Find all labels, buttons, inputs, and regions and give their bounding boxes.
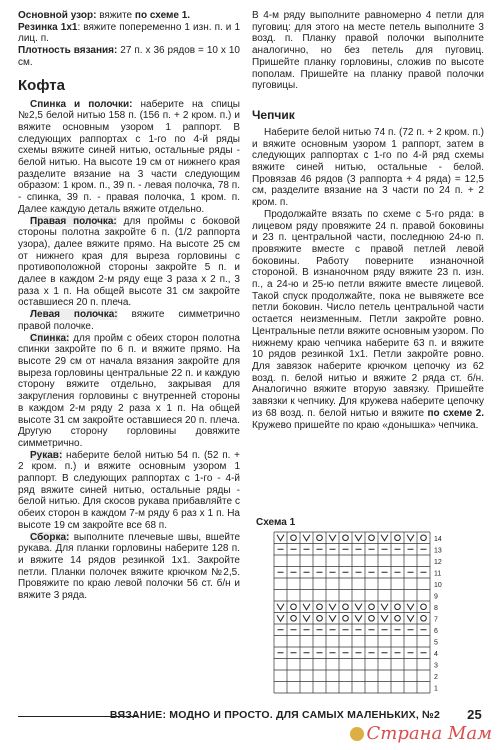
scheme-1-chart: [272, 530, 450, 700]
left-front-paragraph: Левая полочка: вяжите симметрично правой полочке.: [18, 309, 240, 332]
yarn-over-symbol: [395, 615, 401, 621]
yarn-over-symbol: [317, 604, 323, 610]
chart-grid: [274, 532, 430, 693]
back-paragraph: Спинка: для пройм с обеих сторон полотна спинки закройте по 6 п. и вяжите прямо. На высоте 29 см от начала вязания закройте для выреза горловины центральные 22 п. и каждую сторону вяжите отдельно, закрывая для закругления горловины с внутренней стороны в каждом 2-м ряду 2 раза х 1 п. На общей высоте 31 см закройте оставшиеся 20 п. плеча. Другую сторону горловины довяжите симметрично.: [18, 332, 240, 449]
yarn-over-symbol: [291, 604, 297, 610]
yarn-over-symbol: [343, 535, 349, 541]
yarn-over-symbol: [291, 615, 297, 621]
jacket-continuation-paragraph: В 4-м ряду выполните равномерно 4 петли для пуговиц: для этого на месте петель выполните 3 возд. п. Планку правой полочки выполните аналогично, но без петель для пуговиц. Пришейте планку горловины, сложив по высоте пополам. Пришейте на планку правой полочки пуговицы.: [252, 10, 484, 92]
decrease-symbol: [381, 615, 388, 621]
bonnet-paragraph-1: Наберите белой нитью 74 п. (72 п. + 2 кром. п.) и вяжите основным узором 1 раппорт, затем в следующих раппортах с 1-го по 4-й ряд схемы вяжите синей нитью, остальные - белой. Провязав 46 рядов (3 раппорта + 4 ряда) = 12,5 см, разделите вязание на 3 части по 24 п. + 2 кром. п.: [252, 126, 484, 209]
decrease-symbol: [381, 604, 388, 610]
yarn-over-symbol: [291, 535, 297, 541]
row-number: 13: [434, 547, 442, 555]
left-column: [18, 10, 240, 602]
sleeve-paragraph: Рукав: наберите белой нитью 54 п. (52 п. + 2 кром. п.) и вяжите основным узором 1 раппорт. В следующих раппортах с 1-го - 4-й ряд вяжите синей нитью, остальные ряды - белой нитью. Для скосов рукава прибавляйте с обеих сторон в каждом 7-м ряду 6 раз х 1 п. На высоте 19 см закройте все 68 п.: [18, 449, 240, 531]
row-number: 12: [434, 558, 442, 566]
section-title-jacket: Кофта: [18, 76, 65, 94]
decrease-symbol: [329, 615, 336, 621]
ribbing-spec: Резинка 1x1: вяжите попеременно 1 изн. п. и 1 лиц. п.: [18, 21, 241, 45]
row-number: 2: [434, 673, 438, 681]
left-front-label: Левая полочка:: [30, 309, 118, 321]
chart-row-numbers: [434, 536, 442, 693]
row-number: 8: [434, 604, 438, 612]
decrease-symbol: [303, 604, 310, 610]
decrease-symbol: [355, 535, 362, 541]
row-number: 4: [434, 650, 438, 658]
section-title-bonnet: Чепчик: [252, 107, 295, 122]
row-number: 5: [434, 639, 438, 647]
row-number: 7: [434, 616, 438, 624]
decrease-symbol: [329, 535, 336, 541]
row-number: 1: [434, 685, 438, 693]
yarn-over-symbol: [395, 604, 401, 610]
magazine-title: ВЯЗАНИЕ: МОДНО И ПРОСТО. ДЛЯ САМЫХ МАЛЕНЬКИХ, №2: [109, 709, 440, 721]
watermark-icon: [350, 727, 364, 741]
bonnet-paragraph-2: Продолжайте вязать по схеме с 5-го ряда: в лицевом ряду провяжите 24 п. правой боковины и 23 п. центральной части, последнюю 24-ю п. провяжите вместе с правой петлей левой боковины. Работу поверните изнаночной стороной. В изнаночном ряду вяжите 23 п. изн. п., а 24-ю и 25-ю петли вяжите вместе лицевой. Такой спуск продолжайте, пока не вывяжете все петли боковин. Число петель центральной части остается неизменным. Петли закройте ровно. Центральные петли вяжите основным узором. По нижнему краю чепчика наберите 63 п. и вяжите 10 рядов резинкой 1x1. Петли закройте ровно. Для завязок наберите крючком цепочку из 62 возд. п. белой нитью и вяжите 2 ряда ст. б/н. Аналогично вяжите вторую завязку. Пришейте завязки к чепчику. Для кружева наберите цепочку из 68 возд. п. белой нитью и вяжите по схеме 2. Кружево пришейте по краю «донышка» чепчика.: [252, 208, 485, 431]
decrease-symbol: [407, 604, 414, 610]
gauge-spec: Плотность вязания: 27 п. х 36 рядов = 10 х 10 см.: [18, 45, 240, 68]
decrease-symbol: [277, 535, 284, 541]
row-number: 9: [434, 593, 438, 601]
decrease-symbol: [381, 535, 388, 541]
row-number: 6: [434, 627, 438, 635]
decrease-symbol: [277, 615, 284, 621]
row-number: 14: [434, 535, 442, 543]
yarn-over-symbol: [317, 615, 323, 621]
yarn-over-symbol: [343, 604, 349, 610]
right-front-label: Правая полочка:: [30, 215, 117, 227]
yarn-over-symbol: [369, 604, 375, 610]
ribbing-label: Резинка 1x1: [18, 21, 78, 33]
yarn-over-symbol: [317, 535, 323, 541]
assembly-label: Сборка:: [30, 531, 70, 543]
decrease-symbol: [355, 615, 362, 621]
decrease-symbol: [277, 604, 284, 610]
watermark-logo: Страна Мам: [350, 723, 493, 744]
right-column: [252, 10, 484, 431]
decrease-symbol: [407, 535, 414, 541]
yarn-over-symbol: [343, 615, 349, 621]
back-and-fronts-paragraph: Спинка и полочки: наберите на спицы №2,5 белой нитью 158 п. (156 п. + 2 кром. п.) и вяжите основным узором 1 раппорт. В следующих раппортах с 1-го по 4-й ряды схемы вяжите синей нитью, остальные ряды - белой нитью. На высоте 19 см от нижнего края разделите вязание на 3 части следующим образом: 1 кром. п., 39 п. - левая полочка, 78 п. - спинка, 39 п. - правая полочка, 1 кром. п. Далее каждую деталь вяжите отдельно.: [18, 98, 240, 215]
scheme-1-title: Схема 1: [256, 517, 296, 528]
sleeve-label: Рукав:: [30, 449, 63, 461]
row-number: 11: [434, 570, 442, 578]
yarn-over-symbol: [395, 535, 401, 541]
decrease-symbol: [355, 604, 362, 610]
pattern-label: Основной узор:: [18, 10, 97, 21]
yarn-over-symbol: [369, 535, 375, 541]
yarn-over-symbol: [369, 615, 375, 621]
pattern-spec: Основной узор: вяжите по схеме 1.: [18, 10, 191, 21]
yarn-over-symbol: [421, 604, 427, 610]
assembly-paragraph: Сборка: выполните плечевые швы, вшейте рукава. Для планки горловины наберите 128 п. и вяжите 14 рядов резинкой 1x1. Закройте петли. Планки полочек вяжите крючком №2,5. Провяжите по краю левой полочки 56 ст. б/н и вяжите 3 ряда.: [18, 531, 240, 602]
right-front-paragraph: Правая полочка: для проймы с боковой стороны полотна закройте 6 п. (1/2 раппорта узора), далее вяжите прямо. На высоте 25 см от нижнего края для выреза горловины с противоположной стороны закройте 5 п. и далее в каждом 2-м ряду еще 3 раза х 2 п., 3 раза х 1 п. На общей высоте 31 см закройте оставшиеся 20 п. плеча.: [18, 215, 241, 309]
decrease-symbol: [329, 604, 336, 610]
gauge-label: Плотность вязания:: [18, 45, 118, 57]
yarn-over-symbol: [421, 535, 427, 541]
decrease-symbol: [303, 615, 310, 621]
back-and-fronts-label: Спинка и полочки:: [30, 98, 133, 110]
row-number: 3: [434, 662, 438, 670]
row-number: 10: [434, 581, 442, 589]
decrease-symbol: [407, 615, 414, 621]
decrease-symbol: [303, 535, 310, 541]
back-label: Спинка:: [30, 332, 70, 344]
yarn-over-symbol: [421, 615, 427, 621]
page-number: 25: [467, 707, 482, 722]
